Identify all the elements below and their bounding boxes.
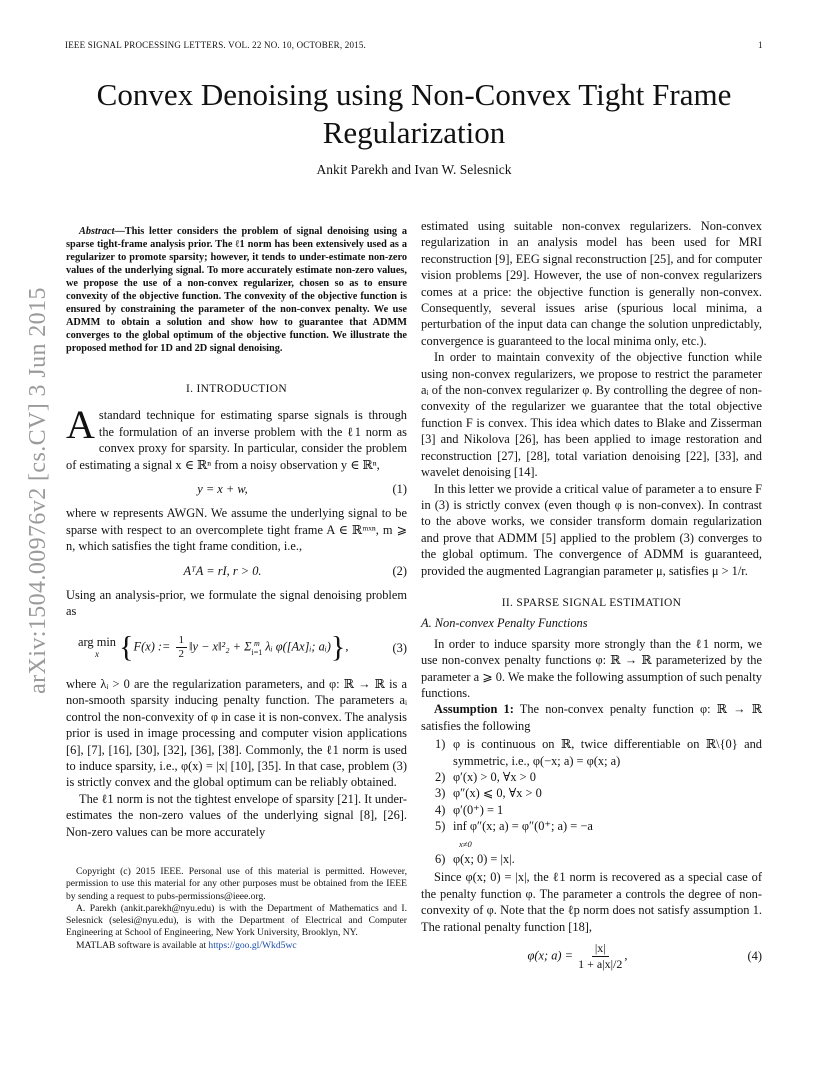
rational-fraction [578, 941, 622, 972]
section2-heading-rest: PARSE SIGNAL ESTIMATION [523, 596, 682, 609]
equation-1-number: (1) [392, 482, 407, 497]
argmin-operator [78, 636, 116, 660]
assumption-list [435, 736, 762, 867]
list-item [435, 818, 762, 851]
abstract-label: Abstract [79, 226, 115, 237]
assumption-1-text: The non-convex penalty function φ: ℝ → ℝ satisfies the following [421, 702, 762, 733]
intro-paragraph-3: Using an analysis-prior, we formulate the signal denoising problem as [66, 588, 407, 619]
list-item-text: φ(x; 0) = |x|. [453, 852, 515, 867]
fraction-denominator: 2 [178, 648, 185, 661]
argmin-subscript: x [94, 648, 99, 659]
rational-denominator: 1 + a|x|/2 [578, 957, 623, 972]
intro-paragraph-5: The ℓ1 norm is not the tightest envelope of sparsity [21]. It under-estimates the non-zero values of the underlying signal [8], [26]. Non-zero values can be more accurately [66, 791, 407, 839]
footnotes [66, 866, 407, 952]
equation-4-number: (4) [747, 949, 762, 964]
paper-title: Convex Denoising using Non-Convex Tight Frame Regularization [96, 77, 732, 150]
equation-2-number: (2) [392, 563, 407, 578]
intro-paragraph-4: where λᵢ > 0 are the regularization parameters, and φ: ℝ → ℝ is a non-smooth sparsity inducing penalty function. The parameters aᵢ control the non-convexity of φ in case it is non-convex. The analysis prior is used in image processing and computer vision applications [6], [7], [16], [30], [32], [36], [38]. Commonly, the ℓ1 norm is used to induce sparsity, i.e., φ(x) = |x| [10], [35]. In that case, problem (3) is strictly convex and the global optimum can be reliably obtained. [66, 676, 407, 790]
list-item-number: 3) [435, 786, 446, 801]
equation-3-part-a: F(x) := [133, 639, 171, 654]
software-footnote-text: MATLAB software is available at [76, 939, 209, 951]
equation-3-part-c: λᵢ φ([Ax]ᵢ; aᵢ) [265, 639, 331, 654]
right-paragraph-2: In order to maintain convexity of the objective function while using non-convex regularizers, we propose to restrict the parameter aᵢ of the non-convex regularizer φ. By controlling the degree of non-convexity of the regularizer we guarantee that the total objective function F is convex. This idea which dates to Blake and Zisserman [3] and Nikolova [26], has been applied to image restoration and reconstruction [27], [28], total variation denoising [22], [33], and wavelet denoising [14]. [421, 350, 762, 480]
subsection-heading: A. Non-convex Penalty Functions [421, 616, 588, 631]
software-footnote [66, 940, 407, 952]
abstract [66, 225, 407, 355]
copyright-footnote: Copyright (c) 2015 IEEE. Personal use of this material is permitted. However, permission to use this material for any other purposes must be obtained from the IEEE by sending a request to pubs-permissions@ieee.org. [66, 865, 407, 902]
section-heading-rest: NTRODUCTION [200, 383, 287, 395]
left-column [66, 225, 407, 952]
software-link[interactable]: https://goo.gl/Wkd5wc [208, 939, 297, 951]
right-column [421, 218, 762, 980]
list-item [435, 769, 762, 785]
sum-upper-limit: m [253, 638, 260, 648]
list-item-text: φ″(x) ⩽ 0, ∀x > 0 [453, 786, 542, 801]
journal-header: IEEE SIGNAL PROCESSING LETTERS. VOL. 22 NO. 10, OCTOBER, 2015. [65, 40, 366, 50]
intro-paragraph-1-text: standard technique for estimating sparse signals is through the formulation of an inverse problem with the ℓ1 norm as convex proxy for sparsity. In particular, consider the problem of estimating a signal x ∈ ℝⁿ from a noisy observation y ∈ ℝⁿ, [66, 408, 407, 472]
list-item-number: 1) [435, 737, 446, 752]
sum-lower-limit: i=1 [251, 647, 263, 657]
equation-3 [66, 628, 407, 668]
right-brace: } [330, 630, 346, 664]
section2-heading-prefix: II. S [501, 596, 524, 609]
affiliation-footnote: A. Parekh (ankit.parekh@nyu.edu) is with the Department of Mathematics and I. Selesnick (selesi@nyu.edu), is with the Department of Electrical and Computer Engineering at School of Engineering, New York University, Brooklyn, NY. [66, 902, 407, 939]
assumption-1 [421, 701, 762, 734]
list-item-text: φ′(0⁺) = 1 [453, 802, 504, 817]
equation-3-part-b: ‖y − x‖²₂ + Σ [189, 639, 252, 654]
section-heading-sparse-signal-estimation [421, 595, 762, 611]
equation-2 [66, 563, 407, 579]
list-item [435, 785, 762, 801]
list-item-5-text: inf φ″(x; a) = φ″(0⁺; a) = −a [453, 819, 593, 834]
list-item-text: φ′(x) > 0, ∀x > 0 [453, 770, 536, 784]
half-fraction [176, 634, 188, 661]
sum-limits [251, 639, 262, 657]
intro-paragraph-2: where w represents AWGN. We assume the underlying signal to be sparse with respect to an overcomplete tight frame A ∈ ℝᵐˣⁿ, m ⩾ n, which satisfies the tight frame condition, i.e., [66, 506, 407, 554]
assumption-1-label: Assumption 1: [434, 702, 514, 717]
list-item-number: 4) [435, 802, 446, 817]
equation-1 [66, 481, 407, 497]
list-item-number: 2) [435, 770, 446, 784]
equation-4-body [421, 941, 734, 972]
drop-cap: A [66, 402, 95, 448]
list-item-number: 5) [435, 819, 446, 834]
list-item [435, 802, 762, 818]
fraction-numerator: 1 [176, 634, 188, 648]
section-heading-introduction [66, 381, 407, 397]
arxiv-stamp [20, 225, 56, 755]
right-paragraph-1: estimated using suitable non-convex regularizers. Non-convex regularization in an analysis model has been used for MRI reconstruction [9], EEG signal reconstruction [25], and for computer vision problems [29]. However, the use of non-convex regularizers comes at a price: the objective function is generally non-convex. Consequently, several issues arise (spurious local minima, a perturbation of the input data can change the solution unpredictably, convergence is guaranteed to the local minima only, etc.). [421, 219, 762, 348]
right-paragraph-4: In order to induce sparsity more strongly than the ℓ1 norm, we use non-convex penalty functions φ: ℝ → ℝ parameterized by the parameter a ⩾ 0. We make the following assumption of such penalty functions. [421, 636, 762, 700]
equation-4 [421, 941, 762, 972]
list-item [435, 851, 762, 867]
equation-4-lhs: φ(x; a) = [527, 948, 574, 963]
left-brace: { [119, 630, 134, 664]
list-item-text: φ is continuous on ℝ, twice differentiable on ℝ\{0} and symmetric, i.e., φ(−x; a) = φ(x; a) [453, 737, 762, 768]
equation-3-body: arg min x {F(x) := $\frac{1}{2}$ ‖y − x‖²₂ + Σ m i=1 λᵢ φ([Ax]ᵢ; aᵢ)}, [78, 630, 349, 664]
equation-2-body: AᵀA = rI, r > 0. [183, 563, 262, 578]
right-paragraph-5: Since φ(x; 0) = |x|, the ℓ1 norm is recovered as a special case of the penalty function φ. The parameter a controls the degree of non-convexity of φ. Note that the ℓp norm does not satisfy assumption 1. The rational penalty function [18], [421, 870, 762, 934]
equation-1-body: y = x + w, [197, 482, 248, 497]
equation-4-tail: , [624, 948, 628, 963]
inf-subscript: x≠0 [459, 838, 472, 849]
page-number: 1 [758, 40, 763, 50]
rational-numerator: |x| [592, 941, 609, 957]
list-item-number: 6) [435, 852, 446, 867]
arxiv-stamp-text: arXiv:1504.00976v2 [cs.CV] 3 Jun 2015 [24, 286, 51, 694]
section-heading-prefix: I. I [186, 383, 201, 395]
argmin-text: arg min [78, 634, 116, 649]
list-item-text [453, 818, 762, 851]
abstract-text: —This letter considers the problem of signal denoising using a sparse tight-frame analysis prior. The ℓ1 norm has been extensively used as a regularizer to promote sparsity; however, it tends to under-estimate non-zero values of the underlying signal. To more accurately estimate non-zero values, we propose the use of a non-convex regularizer, chosen so as to ensure convexity of the objective function. The convexity of the objective function is ensured by constraining the parameter of the non-convex penalty. We use ADMM to obtain a solution and show how to guarantee that ADMM converges to the global optimum of the objective function. We illustrate the proposed method for 1D and 2D signal denoising. [66, 226, 407, 354]
right-paragraph-3: In this letter we provide a critical value of parameter a to ensure F in (3) is strictly convex (even though φ is non-convex). In contrast to the above works, we consider transform domain regularization and prove that ADMM [5] applied to the problem (3) converges to the global optimum. The convergence of ADMM is guaranteed, provided the augmented Lagrangian parameter μ, satisfies μ > 1/r. [421, 481, 762, 578]
list-item [435, 736, 762, 769]
paper-authors: Ankit Parekh and Ivan W. Selesnick [316, 162, 512, 177]
equation-3-number: (3) [392, 640, 407, 655]
intro-paragraph-1 [66, 402, 407, 473]
